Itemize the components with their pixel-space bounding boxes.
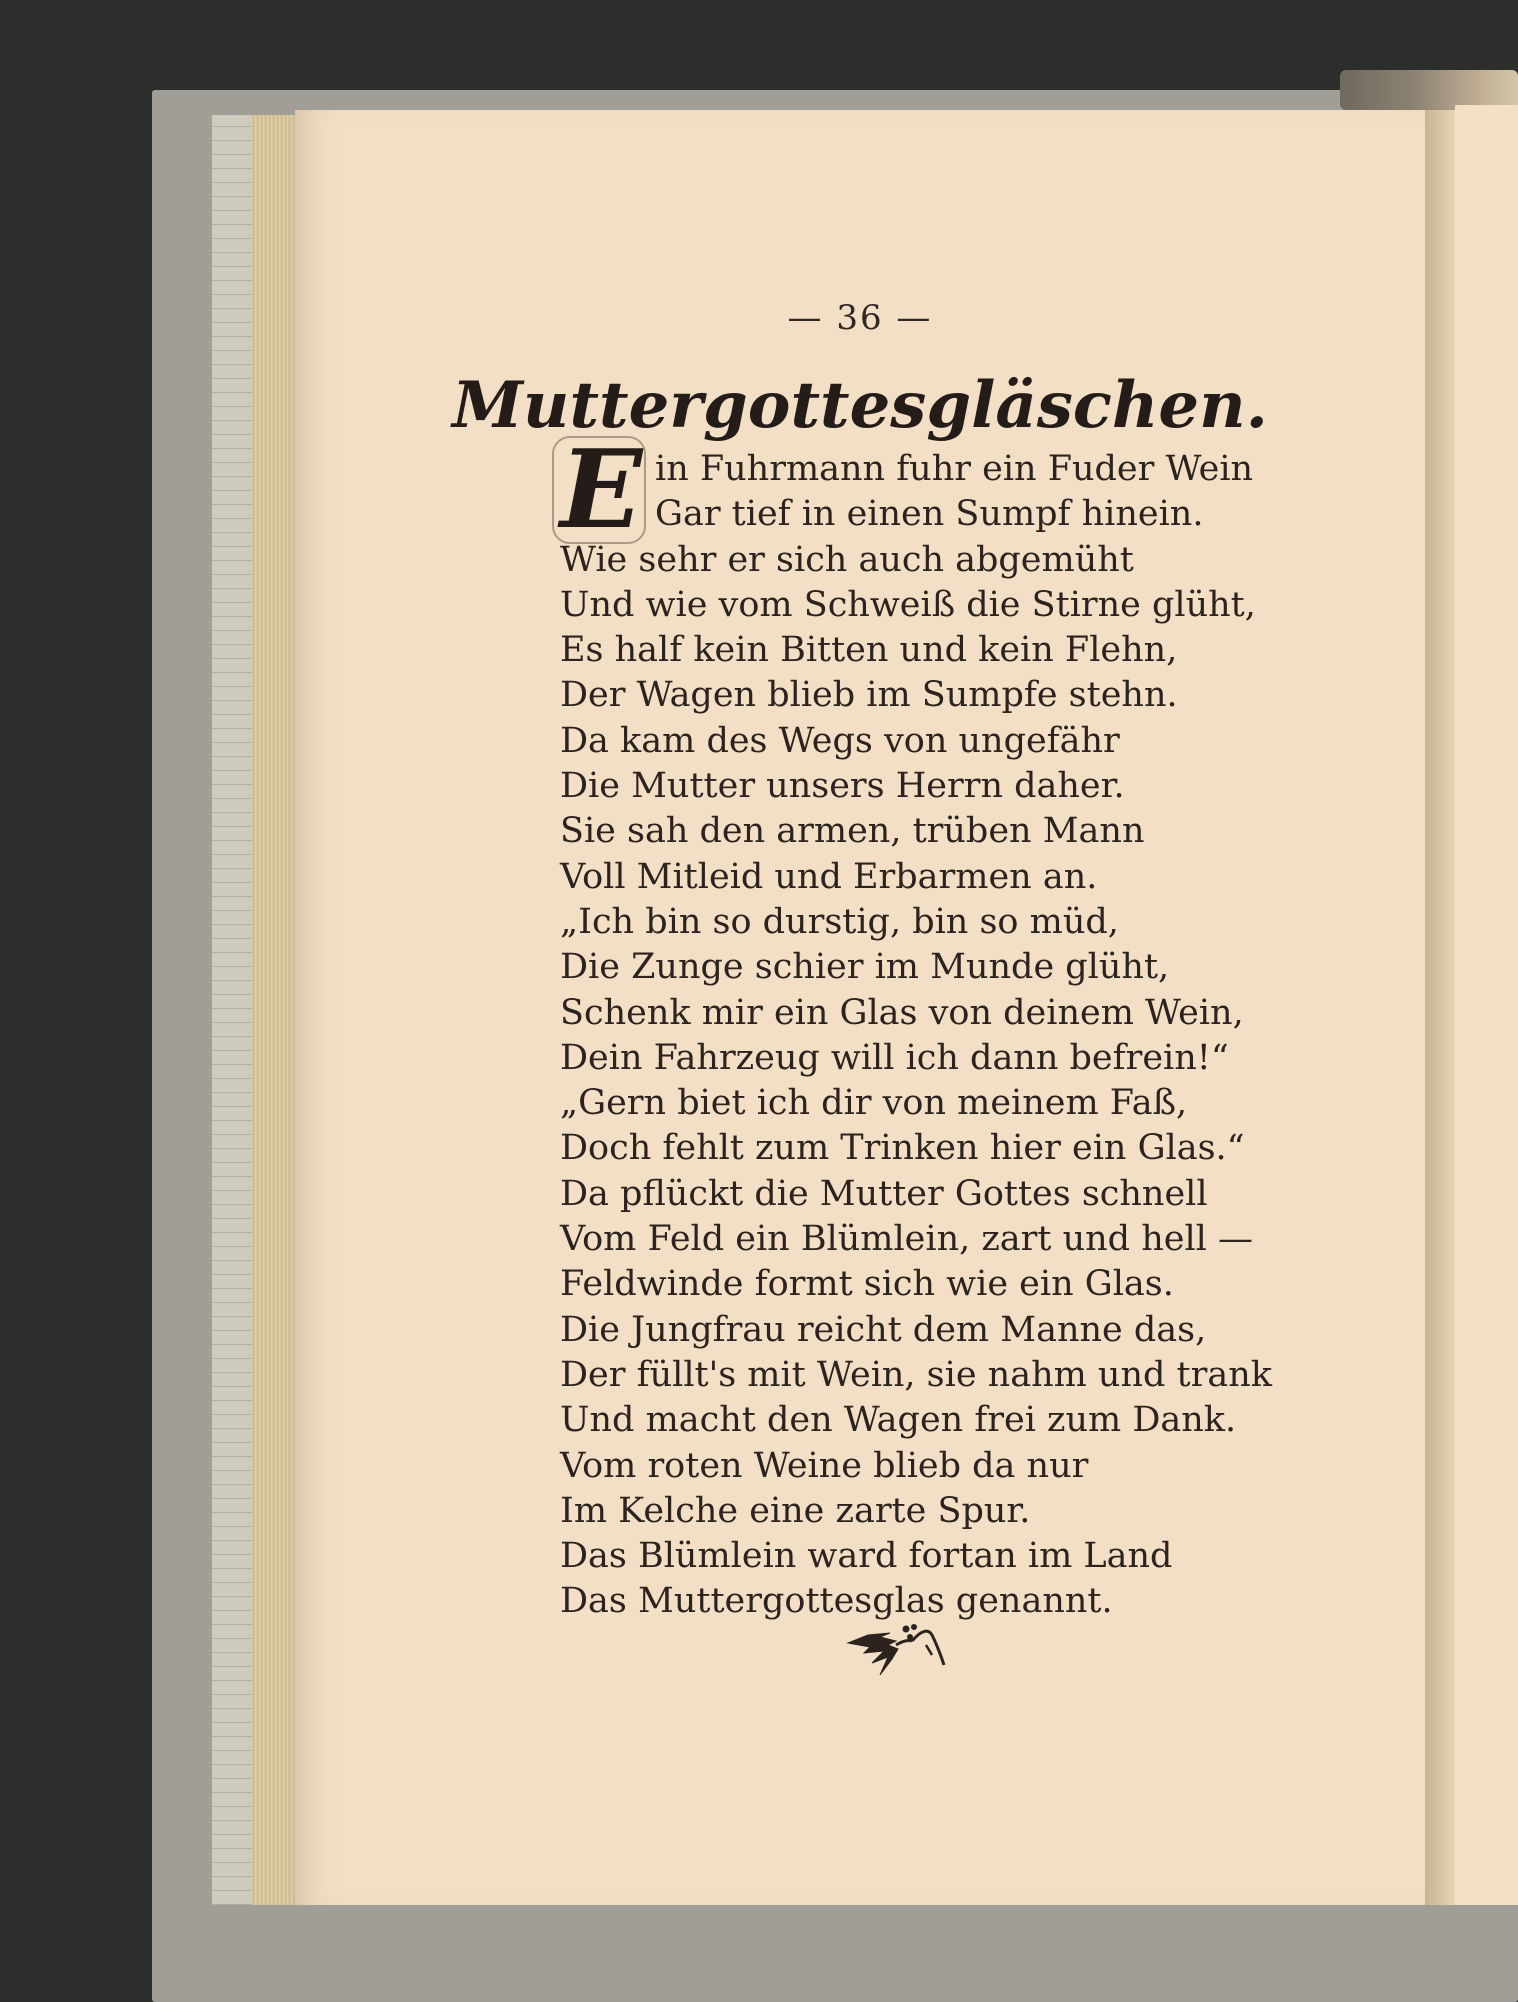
poem-line: Der füllt's mit Wein, sie nahm und trank xyxy=(560,1354,1272,1395)
poem-line: Feldwinde formt sich wie ein Glas. xyxy=(560,1264,1174,1305)
poem-line: in Fuhrmann fuhr ein Fuder Wein xyxy=(655,449,1254,489)
poem-line: Vom Feld ein Blümlein, zart und hell — xyxy=(560,1219,1253,1260)
poem-line: Gar tief in einen Sumpf hinein. xyxy=(655,494,1204,535)
poem-line: Das Muttergottesglas genannt. xyxy=(560,1581,1113,1622)
decorated-initial: E xyxy=(560,427,643,553)
poem-line: Im Kelche eine zarte Spur. xyxy=(560,1490,1031,1531)
poem-line: Doch fehlt zum Trinken hier ein Glas.“ xyxy=(560,1128,1245,1169)
worn-spine-corner xyxy=(1340,70,1518,110)
poem-line: Und macht den Wagen frei zum Dank. xyxy=(560,1400,1237,1441)
poem-line: Wie sehr er sich auch abgemüht xyxy=(560,539,1134,580)
poem-line: Vom roten Weine blieb da nur xyxy=(560,1445,1089,1486)
poem-line: Da pflückt die Mutter Gottes schnell xyxy=(560,1173,1208,1214)
poem-line: Die Zunge schier im Munde glüht, xyxy=(560,947,1170,988)
facing-page xyxy=(1455,105,1518,1905)
poem-line: Voll Mitleid und Erbarmen an. xyxy=(560,856,1098,897)
poem-line: Schenk mir ein Glas von deinem Wein, xyxy=(560,992,1244,1033)
poem-line: Es half kein Bitten und kein Flehn, xyxy=(560,630,1178,671)
poem-line: Sie sah den armen, trüben Mann xyxy=(560,811,1145,852)
poem-line: Das Blümlein ward fortan im Land xyxy=(560,1536,1173,1577)
book-page xyxy=(295,110,1425,1905)
poem-line: Und wie vom Schweiß die Stirne glüht, xyxy=(560,584,1256,625)
flower-vine-ornament-icon xyxy=(840,1615,950,1685)
gutter xyxy=(1425,110,1455,1905)
poem-line: „Ich bin so durstig, bin so müd, xyxy=(560,901,1119,942)
ruled-endpaper-strip xyxy=(212,115,252,1905)
poem-line: Die Jungfrau reicht dem Manne das, xyxy=(560,1309,1207,1350)
poem-line: Dein Fahrzeug will ich dann befrein!“ xyxy=(560,1037,1229,1078)
poem-title: Muttergottesgläschen. xyxy=(452,368,1268,443)
poem-line: „Gern biet ich dir von meinem Faß, xyxy=(560,1083,1188,1124)
poem-body xyxy=(560,447,1380,1625)
poem-line: Der Wagen blieb im Sumpfe stehn. xyxy=(560,675,1178,716)
page-number: — 36 — xyxy=(787,298,933,338)
poem-line: Da kam des Wegs von ungefähr xyxy=(560,720,1120,761)
poem-line: Die Mutter unsers Herrn daher. xyxy=(560,766,1125,807)
